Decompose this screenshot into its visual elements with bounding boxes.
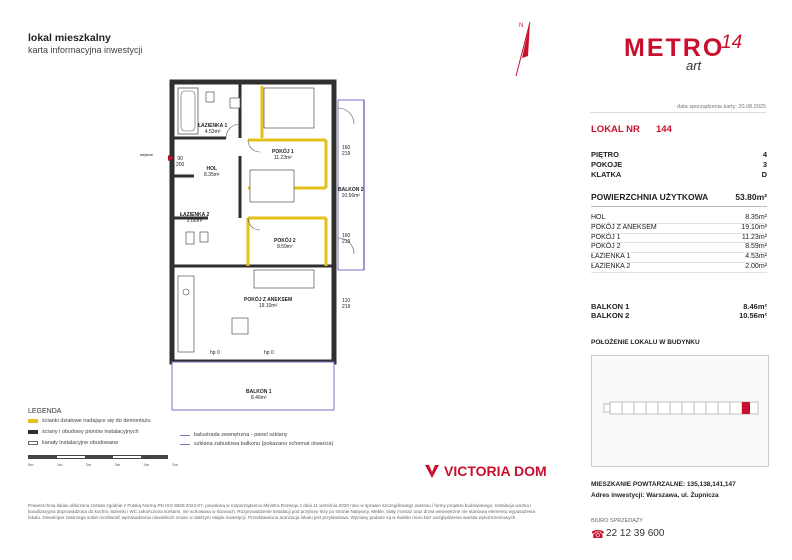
building-location-map xyxy=(591,355,769,467)
plan-label-pokoj1 xyxy=(272,149,294,161)
scale-label: 5m xyxy=(172,462,178,467)
door-dim xyxy=(342,145,350,157)
plan-room-area: 10.56m² xyxy=(341,193,360,199)
dim-value: 200 xyxy=(176,162,185,168)
dim-value: 219 xyxy=(342,239,351,245)
info-row-klatka xyxy=(591,170,767,179)
channel-swatch xyxy=(28,441,38,445)
info-value: 3 xyxy=(762,160,767,169)
door-dim xyxy=(342,233,350,245)
dim-value: 219 xyxy=(342,304,351,310)
plan-label-pokoj2 xyxy=(274,238,296,250)
legend-label: kanały instalacyjne obudowane xyxy=(42,440,119,446)
balcony-name: BALKON 1 xyxy=(591,302,630,311)
legend-title: LEGENDA xyxy=(28,408,62,415)
balcony-row xyxy=(591,311,767,320)
developer-logo xyxy=(424,463,547,479)
plan-room-area: 11.23m² xyxy=(273,155,292,161)
room-area: 11.23m² xyxy=(741,233,767,241)
developer-name: VICTORIA DOM xyxy=(444,463,547,479)
logo-number: 14 xyxy=(721,32,743,53)
scale-labels xyxy=(28,462,178,467)
balcony-name: BALKON 2 xyxy=(591,311,630,320)
room-name: POKÓJ 2 xyxy=(591,243,621,251)
room-row xyxy=(591,214,767,224)
investment-address: Adres inwestycji: Warszawa, ul. Żupnicza xyxy=(591,492,719,499)
room-row xyxy=(591,224,767,234)
scale-label: 4m xyxy=(143,462,150,467)
entrance-label: wejście xyxy=(140,152,154,157)
sales-office-label: BIURO SPRZEDAŻY xyxy=(591,518,643,524)
door-dim: hp 0 xyxy=(210,350,220,356)
legend-item xyxy=(28,440,118,446)
lokal-number: 144 xyxy=(656,124,672,135)
room-name: ŁAZIENKA 1 xyxy=(591,253,631,261)
plan-room-name: BALKON 2 xyxy=(338,187,364,193)
victoria-dom-icon xyxy=(424,463,440,479)
balustrade-swatch xyxy=(180,435,190,436)
room-name: HOL xyxy=(591,214,606,221)
dim-value: 160 xyxy=(342,145,351,151)
plan-label-hol xyxy=(204,166,220,178)
room-row xyxy=(591,234,767,244)
door-dim: hp 0 xyxy=(264,350,274,356)
logo-art: art xyxy=(686,58,702,73)
room-name: POKÓJ Z ANEKSEM xyxy=(591,223,657,231)
plan-room-area: 8.59m² xyxy=(277,244,293,250)
info-label: POKOJE xyxy=(591,160,623,169)
scale-label: 1m xyxy=(56,462,63,467)
room-name: POKÓJ 1 xyxy=(591,233,621,241)
plan-room-area: 8.35m² xyxy=(204,172,220,178)
dim-value: 160 xyxy=(342,233,351,239)
room-row xyxy=(591,253,767,263)
plan-room-name: POKÓJ Z ANEKSEM xyxy=(244,297,293,303)
legend-label: ściany i obudowy pionów instalacyjnych xyxy=(42,429,139,435)
info-row-pietro xyxy=(591,150,767,159)
dim-value: 110 xyxy=(342,298,351,304)
door-dim xyxy=(176,156,184,168)
plan-room-name: BALKON 1 xyxy=(246,389,272,395)
plan-room-name: POKÓJ 1 xyxy=(272,149,294,155)
balcony-area: 8.46m² xyxy=(743,302,767,311)
info-label: PIĘTRO xyxy=(591,150,619,159)
location-title: POŁOŻENIE LOKALU W BUDYNKU xyxy=(591,339,700,346)
room-row xyxy=(591,263,767,273)
north-arrow-icon xyxy=(512,18,536,78)
plan-label-lazienka1 xyxy=(198,123,227,135)
info-value: D xyxy=(761,170,767,179)
usable-area-value: 53.80m² xyxy=(735,192,767,202)
balcony-area: 10.56m² xyxy=(739,311,767,320)
door-dim xyxy=(342,298,350,310)
room-list xyxy=(591,214,767,273)
metro-art-logo xyxy=(624,34,744,78)
plan-room-name: ŁAZIENKA 1 xyxy=(198,123,228,129)
room-area: 8.59m² xyxy=(745,243,767,251)
doc-subtitle: karta informacyjna inwestycji xyxy=(28,45,143,55)
plan-label-balkon1 xyxy=(246,389,272,401)
repeated-units: MIESZKANIE POWTARZALNE: 135,138,141,147 xyxy=(591,481,736,488)
usable-area xyxy=(591,192,767,207)
disclaimer: Powierzchnia lokalu obliczona została zgodnie z Polską Normą PN ISO 9836:2022-07, powołaną w rozporządzeniu Ministra Rozwoju z dnia 11 września 2020 roku w sprawie szczegółowego zakresu i formy projektu budowlanego. Instalacja wodna i kanalizacyjna doprowadzona do kuchni, łazienki i WC zakończona korkami, nie schowana w ścianach. Rozprowadzenie instalacji pod przybory leży po stronie Nabywcy. Meble, biały montaż oraz drzwi wewnętrzne nie stanowią elementu wyposażenia lokalu. Deweloper zastrzega sobie możliwość wprowadzenia niewielkich zmian w dalszym etapie inwestycji. Przedstawiona aranżacja lokalu jest przykładowa. Wymiary podane są w świetle muru bez uwzględnienia warstw wykończeniowych. xyxy=(28,503,536,520)
room-area: 2.00m² xyxy=(745,262,767,270)
legend-label: balustrada zewnętrzna - panel szklany xyxy=(194,432,288,438)
room-area: 8.35m² xyxy=(745,214,767,221)
balcony-row xyxy=(591,302,767,311)
legend-label: ścianki działowe nadające się do demontażu xyxy=(42,418,151,424)
plan-room-area: 4.53m² xyxy=(204,129,221,135)
logo-brand: METRO xyxy=(624,34,725,62)
plan-room-area: 2.00m² xyxy=(186,218,203,224)
plan-room-name: ŁAZIENKA 2 xyxy=(180,212,210,218)
room-name: ŁAZIENKA 2 xyxy=(591,262,631,270)
info-row-pokoje xyxy=(591,160,767,169)
scale-label: 0m xyxy=(28,462,34,467)
plan-room-name: POKÓJ 2 xyxy=(274,238,296,244)
info-value: 4 xyxy=(762,150,767,159)
legend-label: szklana zabudowa balkonu (pokazano schemat otwarcia) xyxy=(194,441,334,447)
room-area: 19.10m² xyxy=(741,223,767,231)
phone-number[interactable]: 22 12 39 600 xyxy=(606,528,665,539)
doc-title: lokal mieszkalny xyxy=(28,32,111,44)
lokal-label: LOKAL NR xyxy=(591,124,640,135)
room-row xyxy=(591,243,767,253)
info-label: KLATKA xyxy=(591,170,622,179)
legend-item xyxy=(180,432,288,438)
plan-room-name: HOL xyxy=(206,166,218,172)
legend-item xyxy=(180,441,333,447)
dim-value: 219 xyxy=(342,151,351,157)
phone-icon: ☎ xyxy=(591,529,605,541)
plan-room-area: 19.10m² xyxy=(258,303,278,309)
glazing-swatch xyxy=(180,444,190,445)
plan-room-area: 8.46m² xyxy=(251,395,267,401)
legend-item xyxy=(28,418,151,424)
svg-text:N: N xyxy=(519,23,524,29)
room-area: 4.53m² xyxy=(745,253,767,261)
yellow-swatch xyxy=(28,419,38,423)
usable-area-label: POWIERZCHNIA UŻYTKOWA xyxy=(591,192,709,202)
dim-value: 90 xyxy=(177,156,183,162)
scale-label: 3m xyxy=(114,462,121,467)
scale-bar xyxy=(28,455,168,459)
plan-label-pokojaneks xyxy=(244,297,292,309)
legend-item xyxy=(28,429,139,435)
plan-label-lazienka2 xyxy=(180,212,209,224)
card-date: data sporządzenia karty: 20.08.2025 xyxy=(590,104,766,113)
wall-swatch xyxy=(28,430,38,434)
scale-label: 2m xyxy=(85,462,92,467)
plan-label-balkon2 xyxy=(338,187,364,199)
